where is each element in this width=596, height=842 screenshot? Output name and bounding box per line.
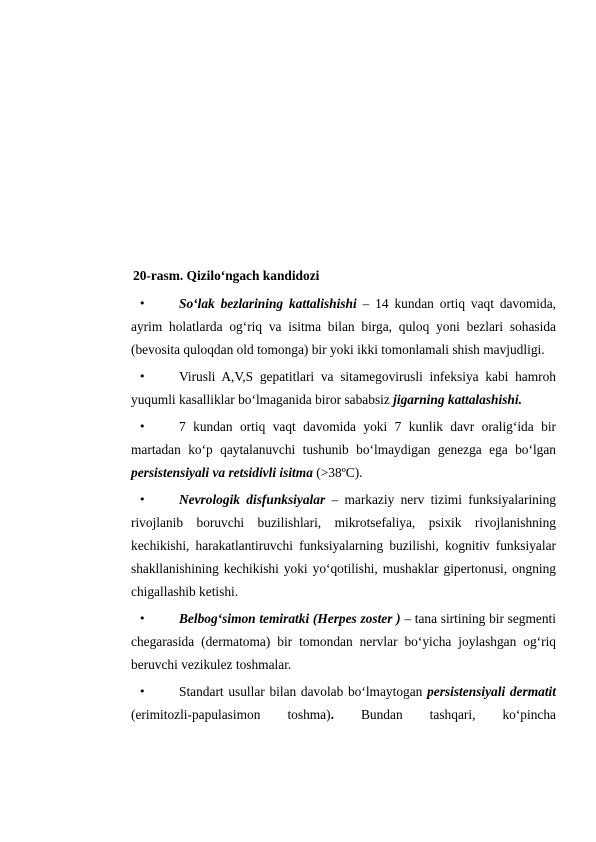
item-term: jigarning kattalashishi. xyxy=(393,392,522,407)
list-item xyxy=(131,680,556,726)
item-text: – 14 kundan ortiq vaqt davomida, ayrim holatlarda og‘riq va isitma bilan birga, quloq yoni bezlari sohasida (bevosita quloqdan old tomonga) bir yoki ikki tomonlamali shish mavjudligi. xyxy=(131,296,557,357)
item-text: – tana sirtining bir segmenti chegarasida (dermatoma) bir tomondan nervlar bo‘yicha joylashgan og‘riq beruvchi vezikulez toshmalar. xyxy=(131,611,556,672)
bullet-icon: • xyxy=(139,612,146,625)
item-text: Virusli A,V,S gepatitlari va sitamegovirusli infeksiya kabi hamroh yuqumli kasalliklar bo‘lmaganida biror sababsiz xyxy=(131,369,556,407)
symptom-list xyxy=(131,292,556,730)
list-item xyxy=(131,415,556,484)
item-text: – markaziy nerv tizimi funksiyalarining rivojlanib boruvchi buzilishlari, mikrotsefaliya, psixik rivojlanishning kechikishi, harakatlantiruvchi funksiyalarning buzilishi, kognitiv funksiyalar shakllanishining kechikishi yoki yo‘qotilishi, mushaklar gipertonusi, ongning chigallashib ketishi. xyxy=(131,492,556,599)
bullet-icon: • xyxy=(139,493,146,506)
list-item xyxy=(131,607,556,676)
item-term: persistensiyali dermatit xyxy=(427,684,556,699)
item-term: So‘lak bezlarining kattalishishi xyxy=(179,296,357,311)
list-item xyxy=(131,292,556,361)
list-item xyxy=(131,365,556,411)
item-term: Belbog‘simon temiratki (Herpes zoster ) xyxy=(179,611,401,626)
item-tail: (>38ºC). xyxy=(312,465,363,480)
item-tail: Bundan tashqari, ko‘pincha xyxy=(333,707,556,722)
bullet-icon: • xyxy=(139,685,146,698)
list-item xyxy=(131,488,556,603)
figure-caption: 20-rasm. Qizilo‘ngach kandidozi xyxy=(133,268,320,283)
item-text: Standart usullar bilan davolab bo‘lmaytogan xyxy=(179,684,428,699)
item-term: persistensiyali va retsidivli isitma xyxy=(131,465,313,480)
item-term: Nevrologik disfunksiyalar xyxy=(179,492,326,507)
bullet-icon: • xyxy=(139,420,146,433)
item-tail-bold: . xyxy=(330,707,334,722)
bullet-icon: • xyxy=(139,297,146,310)
item-text: (erimitozli-papulasimon toshma) xyxy=(131,707,331,722)
bullet-icon: • xyxy=(139,370,146,383)
item-text: 7 kundan ortiq vaqt davomida yoki 7 kunlik davr oralig‘ida bir martadan ko‘p qaytalanuvchi tushunib bo‘lmaydigan genezga ega bo‘lgan xyxy=(131,419,556,457)
